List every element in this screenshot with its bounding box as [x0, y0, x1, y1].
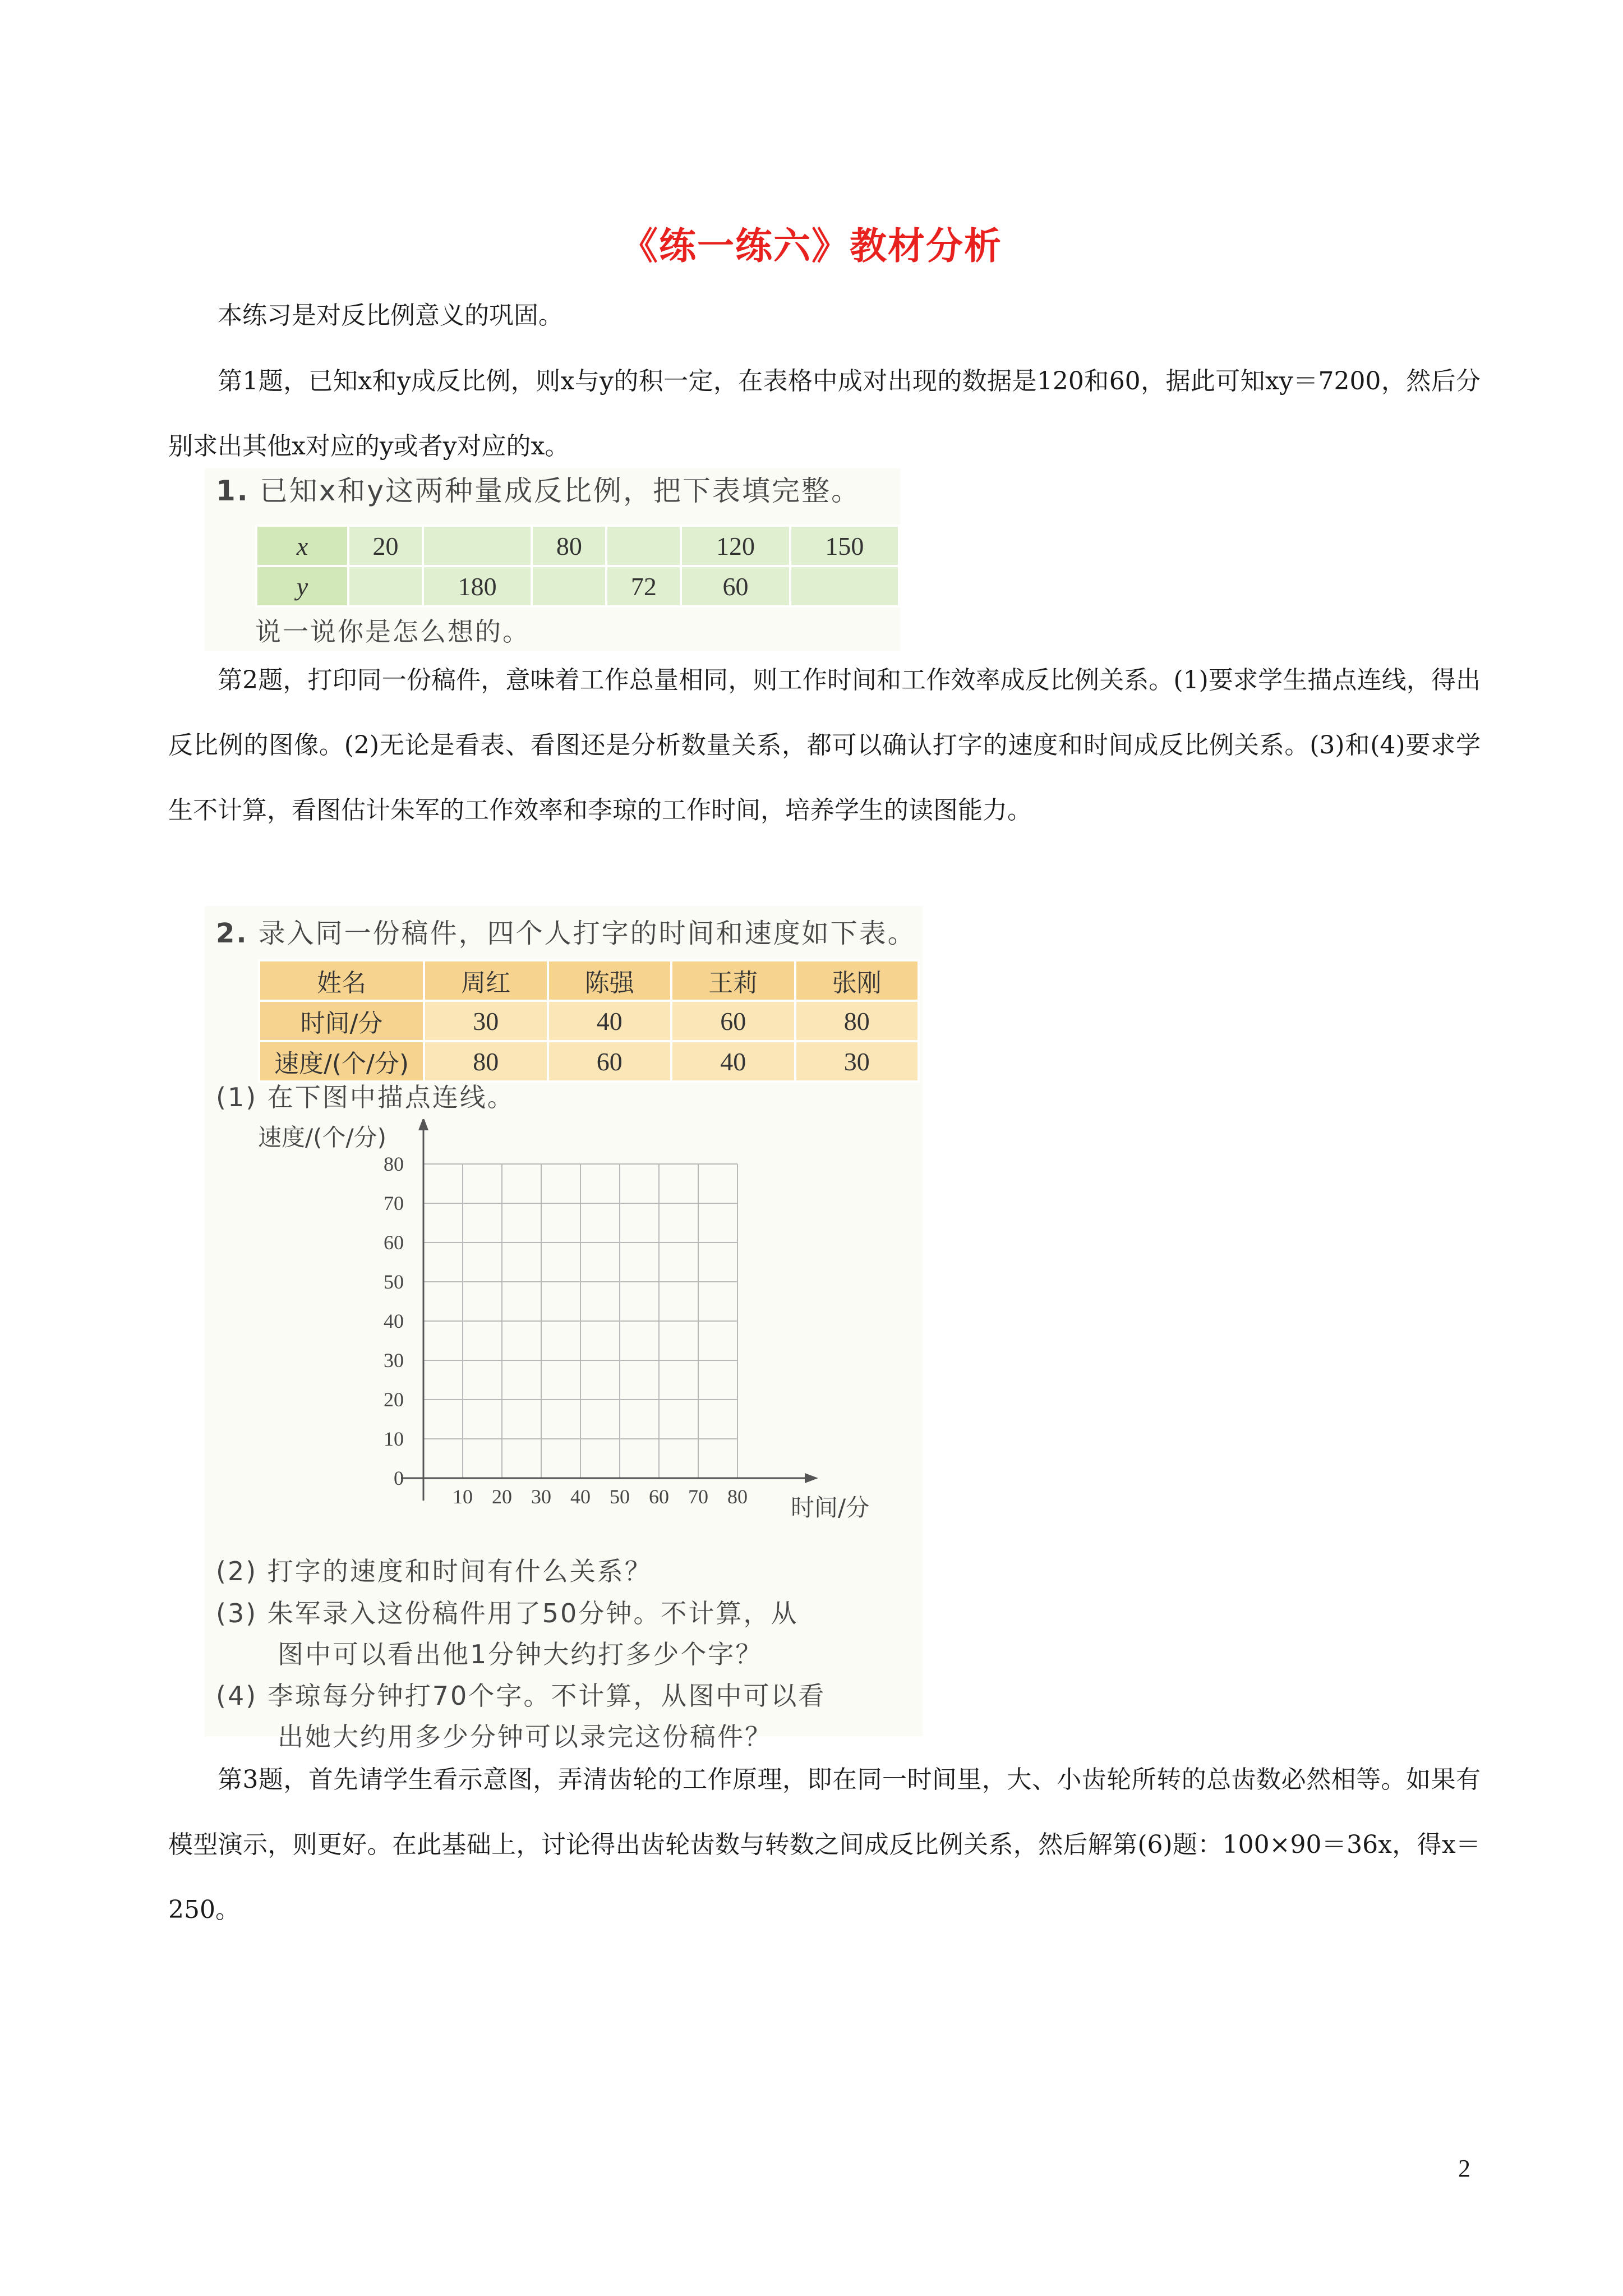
- y-tick-label: 20: [384, 1388, 404, 1411]
- table-cell: 72: [606, 566, 681, 606]
- x-tick-label: 80: [727, 1485, 748, 1508]
- exercise-2-table: [258, 959, 920, 1083]
- table-cell: 150: [790, 526, 899, 566]
- exercise-2-question-text: 录入同一份稿件，四个人打字的时间和速度如下表。: [258, 918, 916, 949]
- table-cell: 80: [795, 1001, 919, 1041]
- table-cell: 120: [681, 526, 790, 566]
- y-tick-label: 30: [384, 1349, 404, 1372]
- exercise-2-sub-4-cont: 出她大约用多少分钟可以录完这份稿件？: [278, 1722, 772, 1752]
- paragraph-exercise-1: 第1题，已知x和y成反比例，则x与y的积一定，在表格中成对出现的数据是120和60，据此可知xy＝7200，然后分别求出其他x对应的y或者y对应的x。: [168, 367, 1481, 461]
- x-tick-label: 40: [570, 1485, 591, 1508]
- table-cell: [348, 566, 423, 606]
- table-row: [259, 1041, 919, 1082]
- exercise-1-question-text: 已知x和y这两种量成反比例，把下表填完整。: [259, 475, 861, 507]
- exercise-2-number: 2.: [216, 918, 248, 949]
- table-cell: [790, 566, 899, 606]
- y-tick-label: 0: [394, 1467, 404, 1489]
- exercise-1-table: [255, 524, 900, 608]
- exercise-2-sub-3: (3) 朱军录入这份稿件用了50分钟。不计算，从: [216, 1598, 799, 1628]
- page-title: 《练一练六》教材分析: [621, 224, 1002, 268]
- y-tick-label: 70: [384, 1192, 404, 1214]
- table-cell: 80: [532, 526, 606, 566]
- x-tick-label: 50: [610, 1485, 630, 1508]
- table-header: 姓名: [259, 960, 424, 1001]
- exercise-2-sub-4: (4) 李琼每分钟打70个字。不计算，从图中可以看: [216, 1681, 826, 1711]
- table-row: [256, 526, 899, 566]
- table-row: [259, 960, 919, 1001]
- exercise-2-sub-1: (1) 在下图中描点连线。: [216, 1082, 515, 1112]
- table-cell: 时间/分: [259, 1001, 424, 1041]
- page-number: 2: [1458, 2155, 1470, 2182]
- table-cell: y: [256, 566, 348, 606]
- table-cell: 60: [681, 566, 790, 606]
- y-tick-label: 40: [384, 1310, 404, 1332]
- table-cell: 30: [424, 1001, 548, 1041]
- exercise-1-number: 1.: [216, 475, 250, 507]
- table-cell: [532, 566, 606, 606]
- table-row: [259, 1001, 919, 1041]
- table-cell: 速度/(个/分): [259, 1041, 424, 1082]
- chart-xlabel: 时间/分: [791, 1494, 870, 1521]
- table-cell: 40: [548, 1001, 672, 1041]
- table-cell: 180: [423, 566, 532, 606]
- chart-ylabel: 速度/(个/分): [258, 1124, 387, 1151]
- x-tick-label: 30: [531, 1485, 551, 1508]
- table-header: 陈强: [548, 960, 672, 1001]
- table-cell: 40: [671, 1041, 795, 1082]
- exercise-1-question: [216, 468, 861, 509]
- table-cell: [606, 526, 681, 566]
- table-cell: x: [256, 526, 348, 566]
- table-header: 周红: [424, 960, 548, 1001]
- paragraph-exercise-3: 第3题，首先请学生看示意图，弄清齿轮的工作原理，即在同一时间里，大、小齿轮所转的总齿数必然相等。如果有模型演示，则更好。在此基础上，讨论得出齿轮齿数与转数之间成反比例关系，然后解第(6)题：100×90＝36x，得x＝250。: [168, 1765, 1481, 1924]
- y-tick-label: 60: [384, 1231, 404, 1254]
- table-header: 张刚: [795, 960, 919, 1001]
- exercise-2-scan: [205, 906, 923, 1752]
- paragraph-exercise-2: 第2题，打印同一份稿件，意味着工作总量相同，则工作时间和工作效率成反比例关系。(1)要求学生描点连线，得出反比例的图像。(2)无论是看表、看图还是分析数量关系，都可以确认打字的速度和时间成反比例关系。(3)和(4)要求学生不计算，看图估计朱军的工作效率和李琼的工作时间，培养学生的读图能力。: [168, 666, 1481, 825]
- table-cell: 60: [548, 1041, 672, 1082]
- table-cell: [423, 526, 532, 566]
- x-tick-label: 20: [492, 1485, 512, 1508]
- exercise-2-question: [216, 912, 916, 950]
- exercise-2-sub-3-cont: 图中可以看出他1分钟大约打多少个字？: [278, 1639, 763, 1669]
- y-tick-label: 50: [384, 1271, 404, 1293]
- table-cell: 20: [348, 526, 423, 566]
- exercise-1-prompt: 说一说你是怎么想的。: [255, 616, 530, 647]
- x-tick-label: 60: [649, 1485, 669, 1508]
- exercise-1-scan: [205, 468, 900, 651]
- table-row: [256, 566, 899, 606]
- table-cell: 60: [671, 1001, 795, 1041]
- x-tick-label: 10: [453, 1485, 473, 1508]
- paragraph-intro: 本练习是对反比例意义的巩固。: [218, 301, 563, 330]
- table-cell: 80: [424, 1041, 548, 1082]
- y-axis-arrow: [418, 1119, 428, 1130]
- exercise-2-sub-2: (2) 打字的速度和时间有什么关系？: [216, 1556, 652, 1586]
- y-tick-label: 10: [384, 1428, 404, 1450]
- x-axis-arrow: [805, 1473, 818, 1483]
- table-cell: 30: [795, 1041, 919, 1082]
- y-tick-label: 80: [384, 1153, 404, 1175]
- speed-time-chart: [205, 1119, 923, 1512]
- table-header: 王莉: [671, 960, 795, 1001]
- x-tick-label: 70: [688, 1485, 708, 1508]
